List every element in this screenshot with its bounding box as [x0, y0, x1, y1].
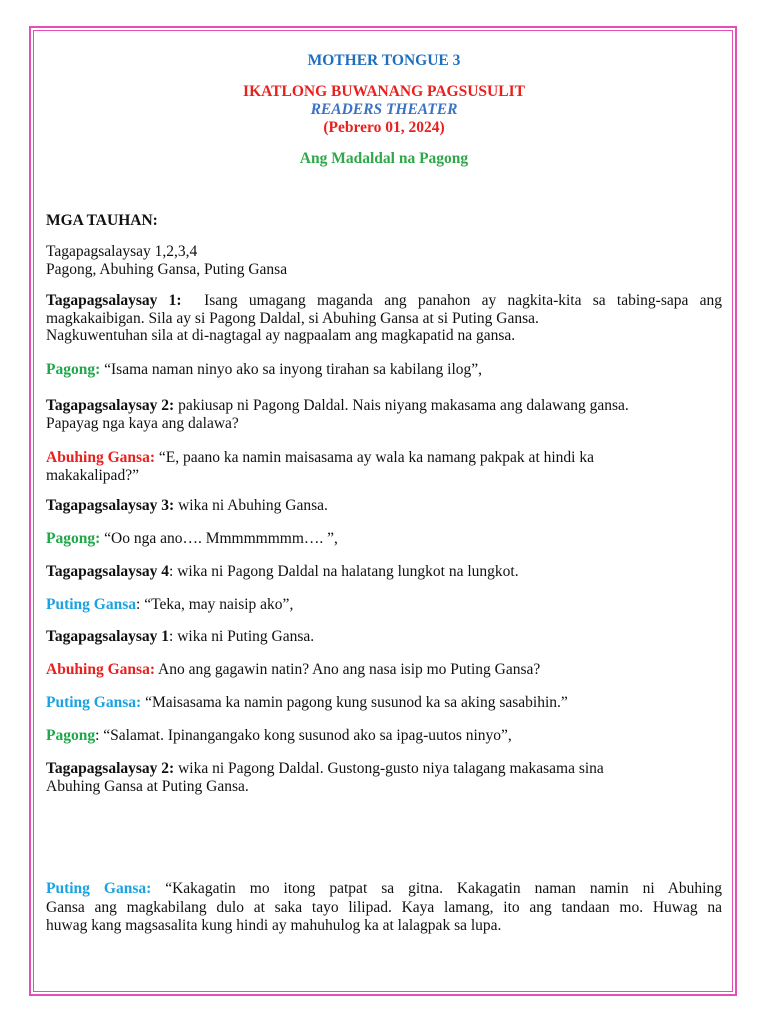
speaker-pagong: Pagong	[46, 727, 96, 744]
script-line	[46, 397, 629, 415]
characters-animals: Pagong, Abuhing Gansa, Puting Gansa	[46, 261, 288, 278]
script-line	[46, 727, 512, 745]
dialogue-text: “Oo nga ano…. Mmmmmmmm…. ”,	[104, 530, 338, 547]
activity-heading: READERS THEATER	[310, 101, 458, 118]
story-title: Ang Madaldal na Pagong	[299, 150, 469, 167]
script-line: Papayag nga kaya ang dalawa?	[46, 415, 239, 432]
dialogue-text: wika ni Abuhing Gansa.	[178, 497, 328, 514]
dialogue-text: “Isama naman ninyo ako sa inyong tirahan sa kabilang ilog”,	[104, 361, 483, 378]
dialogue-text: “E, paano ka namin maisasama ay wala ka namang pakpak at hindi ka	[158, 449, 594, 466]
speaker-narrator: Tagapagsalaysay 2:	[46, 760, 175, 777]
script-line	[46, 596, 293, 614]
dialogue-text: : “Salamat. Ipinangangako kong susunod ako sa ipag-uutos ninyo”,	[95, 727, 512, 744]
script-line	[46, 880, 722, 898]
script-line: makakalipad?”	[46, 467, 139, 484]
speaker-narrator: Tagapagsalaysay 3:	[46, 497, 175, 514]
speaker-abuhing-gansa: Abuhing Gansa:	[46, 661, 155, 678]
speaker-abuhing-gansa: Abuhing Gansa:	[46, 449, 155, 466]
dialogue-text: “Maisasama ka namin pagong kung susunod ka sa aking sasabihin.”	[145, 694, 568, 711]
dialogue-text: pakiusap ni Pagong Daldal. Nais niyang makasama ang dalawang gansa.	[178, 397, 629, 414]
speaker-puting-gansa: Puting Gansa	[46, 596, 137, 613]
script-line: Nagkuwentuhan sila at di-nagtagal ay nagpaalam ang magkapatid na gansa.	[46, 327, 516, 344]
script-line	[46, 497, 328, 515]
dialogue-text: Isang umagang maganda ang panahon ay nagkita-kita sa tabing-sapa ang	[204, 292, 722, 309]
script-line	[46, 661, 540, 679]
speaker-puting-gansa: Puting Gansa:	[46, 880, 152, 897]
dialogue-text: : wika ni Pagong Daldal na halatang lungkot na lungkot.	[169, 563, 519, 580]
script-line: Gansa ang magkabilang dulo at saka tayo lilipad. Kaya lamang, ito ang tandaan mo. Huwag na	[46, 899, 722, 916]
speaker-pagong: Pagong:	[46, 530, 101, 547]
dialogue-text: : “Teka, may naisip ako”,	[136, 596, 294, 613]
script-line	[46, 563, 519, 581]
speaker-narrator: Tagapagsalaysay 4	[46, 563, 170, 580]
dialogue-text: “Kakagatin mo itong patpat sa gitna. Kakagatin naman namin ni Abuhing	[165, 880, 722, 897]
speaker-narrator: Tagapagsalaysay 2:	[46, 397, 175, 414]
script-line: Abuhing Gansa at Puting Gansa.	[46, 778, 249, 795]
dialogue-text: Ano ang gagawin natin? Ano ang nasa isip mo Puting Gansa?	[158, 661, 541, 678]
script-line	[46, 530, 338, 548]
dialogue-text: wika ni Pagong Daldal. Gustong-gusto niya talagang makasama sina	[178, 760, 604, 777]
speaker-narrator: Tagapagsalaysay 1	[46, 628, 170, 645]
script-line	[46, 628, 314, 646]
script-line	[46, 361, 482, 379]
dialogue-text: : wika ni Puting Gansa.	[169, 628, 315, 645]
script-line: huwag kang magsasalita kung hindi ay mahuhulog ka at lalagpak sa lupa.	[46, 917, 502, 934]
characters-heading: MGA TAUHAN:	[46, 212, 158, 229]
speaker-narrator: Tagapagsalaysay 1:	[46, 292, 182, 309]
speaker-puting-gansa: Puting Gansa:	[46, 694, 142, 711]
script-line	[46, 694, 568, 712]
characters-narrators: Tagapagsalaysay 1,2,3,4	[46, 243, 198, 260]
speaker-pagong: Pagong:	[46, 361, 101, 378]
subject-heading: MOTHER TONGUE 3	[307, 52, 461, 69]
exam-heading: IKATLONG BUWANANG PAGSUSULIT	[243, 83, 525, 100]
script-line	[46, 760, 604, 778]
script-line	[46, 449, 594, 467]
script-line	[46, 292, 722, 310]
script-line: magkakaibigan. Sila ay si Pagong Daldal, si Abuhing Gansa at si Puting Gansa.	[46, 310, 539, 327]
date-heading: (Pebrero 01, 2024)	[323, 119, 445, 136]
